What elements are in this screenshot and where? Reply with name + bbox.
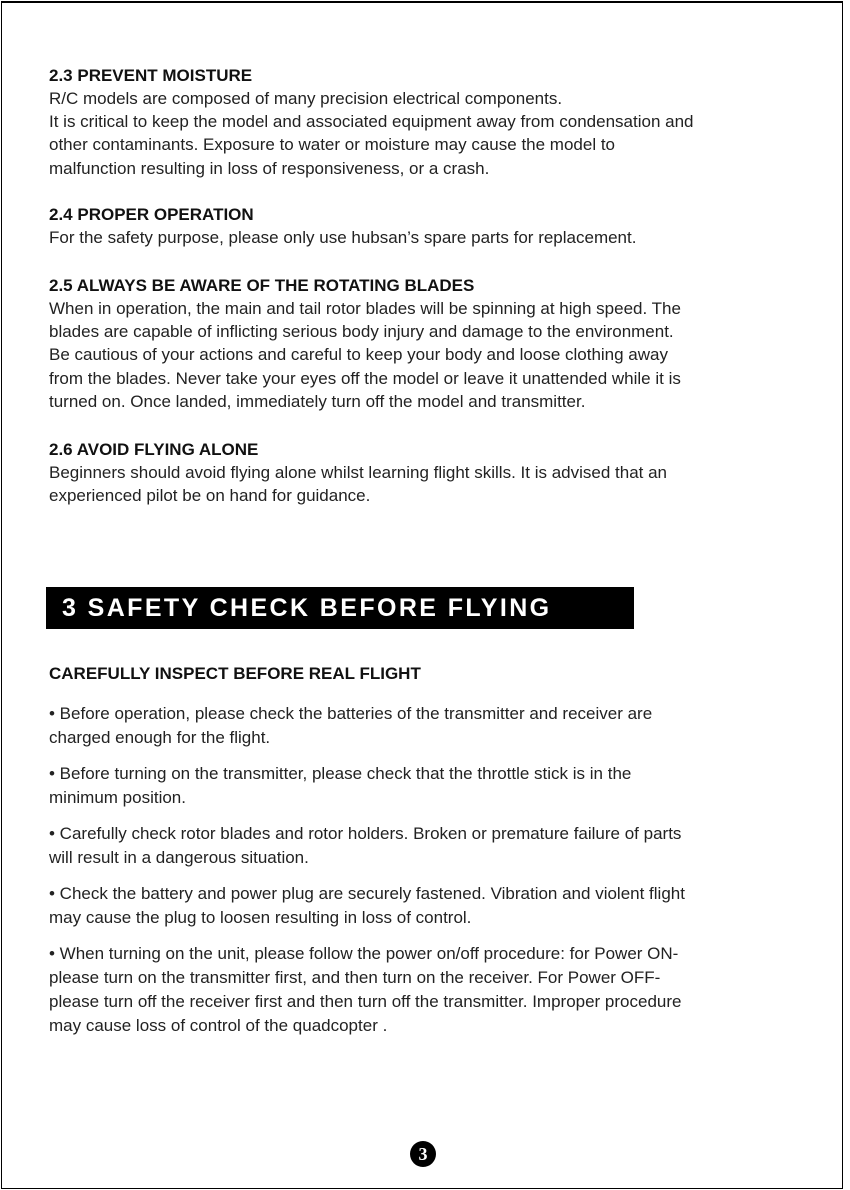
section-line: Be cautious of your actions and careful to keep your body and loose clothing away [49,345,668,365]
section-line: Beginners should avoid flying alone whilst learning flight skills. It is advised that an [49,463,668,483]
checklist-line: may cause the plug to loosen resulting in loss of control. [49,908,472,927]
section-rotating-blades [49,274,819,413]
checklist-line: may cause loss of control of the quadcopter . [49,1016,388,1035]
section-line: from the blades. Never take your eyes off the model or leave it unattended while it is [49,368,681,388]
checklist-line: • When turning on the unit, please follow the power on/off procedure: for Power ON- [49,944,679,963]
safety-notes [49,64,819,507]
checklist-line: • Check the battery and power plug are securely fastened. Vibration and violent flight [49,884,685,903]
inspection-checklist [49,662,819,1050]
section-heading: 2.6 AVOID FLYING ALONE [49,440,259,460]
section-line: When in operation, the main and tail rotor blades will be spinning at high speed. The [49,299,681,319]
section-line: turned on. Once landed, immediately turn off the model and transmitter. [49,391,586,411]
checklist-heading: CAREFULLY INSPECT BEFORE REAL FLIGHT [49,664,421,683]
checklist-line: charged enough for the flight. [49,728,271,747]
section-line: For the safety purpose, please only use hubsan’s spare parts for replacement. [49,227,637,247]
section-line: other contaminants. Exposure to water or moisture may cause the model to [49,135,615,155]
section-line: blades are capable of inflicting serious body injury and damage to the environment. [49,322,674,342]
checklist-line: • Carefully check rotor blades and rotor holders. Broken or premature failure of parts [49,824,682,843]
section-avoid-flying-alone [49,438,819,507]
checklist-line: • Before operation, please check the batteries of the transmitter and receiver are [49,704,653,723]
section-heading: 2.4 PROPER OPERATION [49,204,254,224]
checklist-item [49,702,819,750]
checklist-line: please turn off the receiver first and then turn off the transmitter. Improper procedure [49,992,682,1011]
checklist-item [49,942,819,1038]
section-heading: 2.3 PREVENT MOISTURE [49,66,253,85]
section-proper-operation [49,203,819,249]
section-line: malfunction resulting in loss of responsiveness, or a crash. [49,158,490,178]
section-line: It is critical to keep the model and associated equipment away from condensation and [49,112,694,132]
page-number-badge: 3 [410,1141,436,1167]
checklist-line: • Before turning on the transmitter, please check that the throttle stick is in the [49,764,632,783]
section-prevent-moisture [49,64,819,180]
checklist-line: minimum position. [49,788,186,807]
chapter-banner: 3 SAFETY CHECK BEFORE FLYING [46,587,634,629]
checklist-item [49,882,819,930]
section-heading: 2.5 ALWAYS BE AWARE OF THE ROTATING BLADES [49,276,475,296]
section-line: R/C models are composed of many precision electrical components. [49,89,563,108]
section-line: experienced pilot be on hand for guidance. [49,486,371,506]
checklist-line: will result in a dangerous situation. [49,848,309,867]
checklist-item [49,762,819,810]
checklist-line: please turn on the transmitter first, and then turn on the receiver. For Power OFF- [49,968,661,987]
checklist-item [49,822,819,870]
